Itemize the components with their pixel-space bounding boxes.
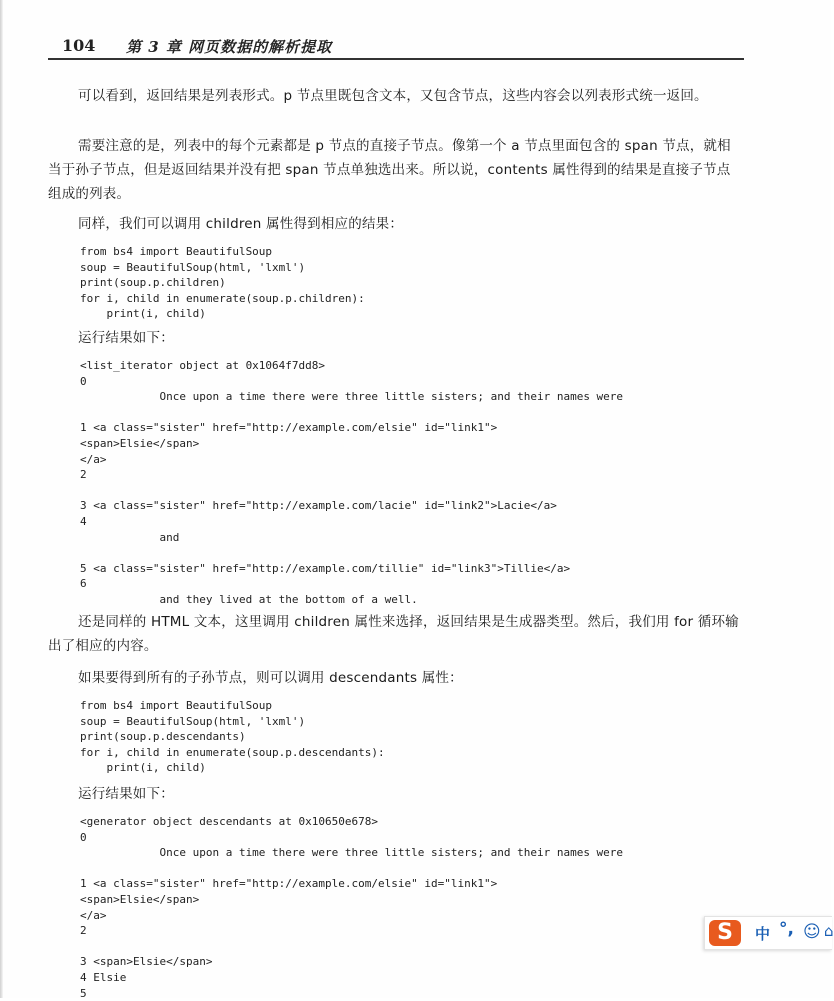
code-line: from bs4 import BeautifulSoup bbox=[80, 699, 273, 712]
code-line: print(i, child) bbox=[80, 761, 206, 775]
sogou-logo-icon[interactable]: S bbox=[709, 920, 741, 946]
code-line: 0 bbox=[80, 830, 87, 844]
code-line: 2 bbox=[80, 924, 87, 938]
code-line: and they lived at the bottom of a well. bbox=[80, 592, 418, 606]
code-line: and bbox=[80, 530, 180, 544]
code-line bbox=[80, 483, 740, 499]
ime-more-icon[interactable]: ⌂ bbox=[824, 922, 834, 940]
code-line: <span>Elsie</span> bbox=[80, 892, 200, 906]
paragraph-result-label-1: 运行结果如下： bbox=[78, 330, 174, 346]
header-rule bbox=[48, 58, 744, 60]
paragraph-result-label-2: 运行结果如下： bbox=[78, 786, 174, 802]
code-line: Once upon a time there were three little sisters; and their names were bbox=[80, 390, 624, 404]
code-line: Once upon a time there were three little sisters; and their names were bbox=[80, 846, 624, 860]
ime-toolbar[interactable] bbox=[704, 916, 832, 950]
code-line: for i, child in enumerate(soup.p.children): bbox=[80, 291, 365, 305]
code-line: <generator object descendants at 0x10650e678> bbox=[80, 815, 379, 828]
code-line bbox=[80, 939, 740, 955]
code-line: </a> bbox=[80, 908, 107, 922]
code-line: for i, child in enumerate(soup.p.descendants): bbox=[80, 745, 385, 759]
code-line: <list_iterator object at 0x1064f7dd8> bbox=[80, 359, 326, 372]
code-line: 1 <a class="sister" href="http://example.com/elsie" id="link1"> bbox=[80, 877, 498, 891]
code-line: 1 <a class="sister" href="http://example.com/elsie" id="link1"> bbox=[80, 421, 498, 435]
code-line bbox=[80, 861, 740, 877]
emoji-icon[interactable]: ☺ bbox=[803, 922, 821, 942]
code-line: soup = BeautifulSoup(html, 'lxml') bbox=[80, 714, 306, 728]
code-line: <span>Elsie</span> bbox=[80, 436, 200, 450]
code-line: 3 <a class="sister" href="http://example.com/lacie" id="link2">Lacie</a> bbox=[80, 499, 557, 513]
page-binding-shadow bbox=[0, 0, 3, 998]
code-line: 4 bbox=[80, 514, 87, 528]
code-line: 0 bbox=[80, 374, 87, 388]
output-block-descendants bbox=[80, 814, 740, 1001]
ime-language-toggle[interactable]: 中 bbox=[755, 925, 771, 943]
code-line bbox=[80, 405, 740, 421]
paragraph-direct-children: 需要注意的是，列表中的每个元素都是 p 节点的直接子节点。像第一个 a 节点里面包含的 span 节点，就相当于孙子节点，但是返回结果并没有把 span 节点单独选出来。所以说，contents 属性得到的结果是直接子节点组成的列表。 bbox=[48, 138, 731, 202]
page-header bbox=[48, 36, 744, 60]
paragraph-generator-explain: 还是同样的 HTML 文本，这里调用 children 属性来选择，返回结果是生成器类型。然后，我们用 for 循环输出了相应的内容。 bbox=[48, 614, 739, 654]
code-line: 4 Elsie bbox=[80, 970, 127, 984]
code-line: print(soup.p.descendants) bbox=[80, 730, 246, 744]
paragraph-children-intro: 同样，我们可以调用 children 属性得到相应的结果： bbox=[78, 216, 404, 232]
paragraph-descendants-intro: 如果要得到所有的子孙节点，则可以调用 descendants 属性： bbox=[78, 670, 463, 686]
code-line: from bs4 import BeautifulSoup bbox=[80, 245, 273, 258]
code-line: soup = BeautifulSoup(html, 'lxml') bbox=[80, 260, 306, 274]
code-line: 5 bbox=[80, 986, 87, 1000]
code-line: </a> bbox=[80, 452, 107, 466]
code-line: print(soup.p.children) bbox=[80, 276, 226, 290]
code-line: print(i, child) bbox=[80, 307, 206, 321]
code-line: 2 bbox=[80, 468, 87, 482]
code-line: 3 <span>Elsie</span> bbox=[80, 955, 213, 969]
ime-punctuation-toggle[interactable]: °, bbox=[779, 919, 794, 939]
code-line bbox=[80, 545, 740, 561]
code-line: 5 <a class="sister" href="http://example.com/tillie" id="link3">Tillie</a> bbox=[80, 561, 571, 575]
output-block-children bbox=[80, 358, 740, 608]
page-number: 104 bbox=[62, 36, 96, 55]
code-block-descendants bbox=[80, 698, 740, 776]
chapter-title: 第 3 章 网页数据的解析提取 bbox=[126, 38, 333, 56]
paragraph-list-result: 可以看到，返回结果是列表形式。p 节点里既包含文本，又包含节点，这些内容会以列表形式统一返回。 bbox=[78, 88, 708, 104]
code-block-children bbox=[80, 244, 740, 322]
code-line: 6 bbox=[80, 577, 87, 591]
